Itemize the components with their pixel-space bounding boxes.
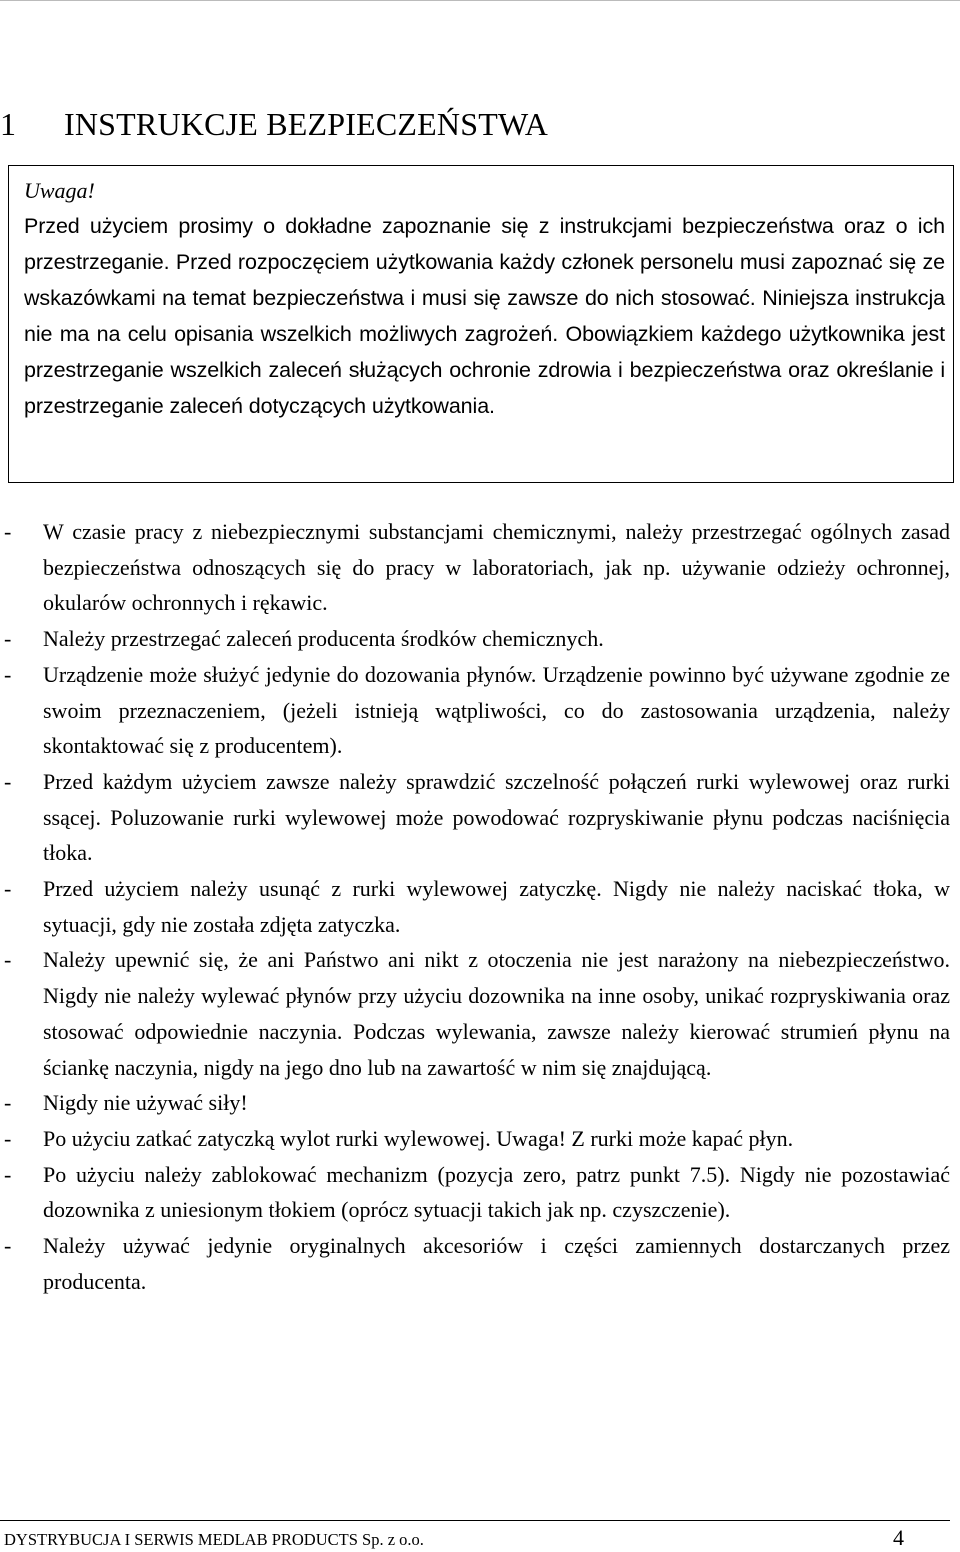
list-item-text: Przed każdym użyciem zawsze należy sprawdzić szczelność połączeń rurki wylewowej oraz rurki ssącej. Poluzowanie rurki wylewowej może powodować rozpryskiwanie płynu podczas naciśnięcia tłoka. [43, 768, 950, 866]
list-item [0, 1121, 950, 1157]
list-item [0, 514, 950, 621]
list-item [0, 621, 950, 657]
list-dash: - [4, 1233, 12, 1259]
warning-text: Przed użyciem prosimy o dokładne zapoznanie się z instrukcjami bezpieczeństwa oraz o ich przestrzeganie. Przed rozpoczęciem użytkowania każdy członek personelu musi zapoznać się ze wskazówkami na temat bezpieczeństwa i musi się zawsze do nich stosować. Niniejsza instrukcja nie ma na celu opisania wszelkich możliwych zagrożeń. Obowiązkiem każdego użytkownika jest przestrzeganie wszelkich zaleceń służących ochronie zdrowia i bezpieczeństwa oraz określanie i przestrzeganie zaleceń dotyczących użytkowania. [24, 214, 945, 418]
list-item-text: Po użyciu zatkać zatyczką wylot rurki wylewowej. Uwaga! Z rurki może kapać płyn. [43, 1125, 794, 1151]
list-item-text: Należy używać jedynie oryginalnych akcesoriów i części zamiennych dostarczanych przez producenta. [43, 1233, 950, 1294]
list-dash: - [4, 626, 12, 652]
list-item-text: Należy upewnić się, że ani Państwo ani nikt z otoczenia nie jest narażony na niebezpieczeństwo. Nigdy nie należy wylewać płynów przy użyciu dozownika na inne osoby, unikać rozpryskiwania oraz stosować odpowiednie naczynia. Podczas wylewania, zawsze należy kierować strumień płynu na ściankę naczynia, nigdy na jego dno lub na zawartość w nim się znajdującą. [43, 947, 950, 1080]
list-item [0, 1228, 950, 1299]
list-item-text: W czasie pracy z niebezpiecznymi substancjami chemicznymi, należy przestrzegać ogólnych zasad bezpieczeństwa odnoszących się do pracy w laboratoriach, jak np. używanie odzieży ochronnej, okularów ochronnych i rękawic. [43, 519, 950, 616]
list-item [0, 1157, 950, 1228]
list-item [0, 657, 950, 764]
list-item-text: Po użyciu należy zablokować mechanizm (pozycja zero, patrz punkt 7.5). Nigdy nie pozostawiać dozownika z uniesionym tłokiem (oprócz sytuacji takich jak np. czyszczenie). [43, 1161, 950, 1223]
section-number: 1 [0, 106, 17, 142]
list-dash: - [4, 947, 12, 973]
safety-rules-list [0, 514, 950, 1299]
list-item-text: Urządzenie może służyć jedynie do dozowania płynów. Urządzenie powinno być używane zgodnie ze swoim przeznaczeniem, (jeżeli istnieją wątpliwości, co do zastosowania urządzenia, należy skontaktować się z producentem). [43, 661, 950, 759]
list-item [0, 942, 950, 1085]
top-rule [0, 0, 960, 1]
list-dash: - [4, 876, 12, 902]
list-item [0, 764, 950, 871]
list-item-text: Należy przestrzegać zaleceń producenta środków chemicznych. [43, 626, 604, 652]
footer-company: DYSTRYBUCJA I SERWIS MEDLAB PRODUCTS Sp. z o.o. [4, 1530, 424, 1549]
list-dash: - [4, 519, 12, 544]
section-title: INSTRUKCJE BEZPIECZEŃSTWA [64, 106, 549, 142]
list-item-text: Nigdy nie używać siły! [43, 1090, 248, 1116]
page-number: 4 [893, 1525, 904, 1550]
list-dash: - [4, 1161, 12, 1187]
list-item-text: Przed użyciem należy usunąć z rurki wylewowej zatyczkę. Nigdy nie należy naciskać tłoka, w sytuacji, gdy nie została zdjęta zatyczka. [43, 876, 950, 937]
section-heading [0, 106, 548, 143]
list-dash: - [4, 661, 12, 687]
footer-rule [0, 1520, 950, 1521]
list-item [0, 1085, 950, 1121]
list-dash: - [4, 1090, 12, 1116]
list-item [0, 871, 950, 942]
warning-title: Uwaga! [24, 178, 95, 203]
warning-box [8, 165, 954, 483]
list-dash: - [4, 768, 12, 794]
list-dash: - [4, 1125, 12, 1151]
